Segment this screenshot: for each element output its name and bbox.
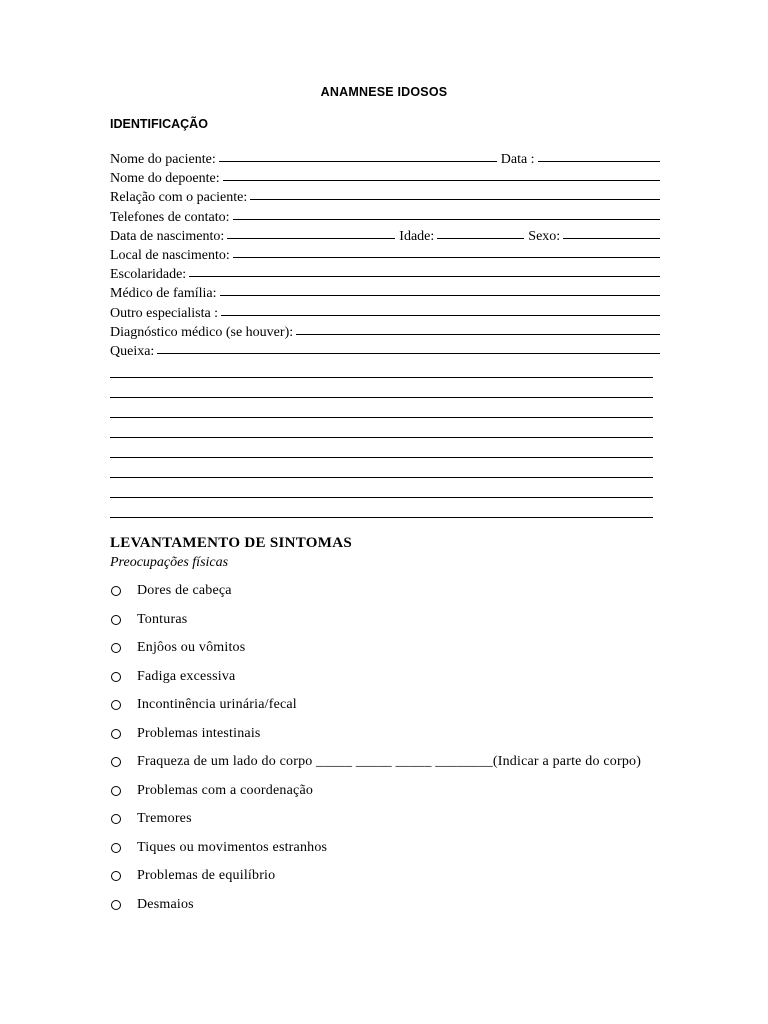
symptom-item (110, 891, 710, 920)
checkbox-circle-icon[interactable] (111, 615, 121, 625)
birth-place-label: Local de nascimento: (110, 247, 230, 263)
symptom-label: Problemas com a coordenação (137, 782, 314, 798)
education-label: Escolaridade: (110, 267, 187, 283)
complaint-line[interactable] (110, 517, 653, 518)
symptom-label: Desmaios (137, 896, 194, 912)
checkbox-circle-icon[interactable] (111, 900, 121, 910)
phones-blank[interactable] (233, 219, 660, 220)
diagnosis-blank[interactable] (296, 334, 660, 335)
complaint-line[interactable] (110, 497, 653, 498)
other-specialist-label: Outro especialista : (110, 305, 219, 321)
complaint-lines (110, 377, 653, 537)
education-blank[interactable] (189, 276, 660, 277)
complaint-label: Queixa: (110, 343, 155, 359)
birth-date-blank[interactable] (227, 238, 395, 239)
complaint-line[interactable] (110, 437, 653, 438)
checkbox-circle-icon[interactable] (111, 586, 121, 596)
symptom-label: Enjôos ou vômitos (137, 640, 246, 656)
sex-label: Sexo: (528, 228, 561, 244)
symptom-item (110, 691, 710, 720)
complaint-line[interactable] (110, 477, 653, 478)
symptom-label: Tiques ou movimentos estranhos (137, 839, 328, 855)
identification-heading: IDENTIFICAÇÃO (110, 117, 208, 131)
symptom-item (110, 777, 710, 806)
field-row-phones (110, 208, 660, 227)
phones-label: Telefones de contato: (110, 209, 230, 225)
checkbox-circle-icon[interactable] (111, 843, 121, 853)
checkbox-circle-icon[interactable] (111, 786, 121, 796)
diagnosis-label: Diagnóstico médico (se houver): (110, 324, 294, 340)
complaint-line[interactable] (110, 377, 653, 378)
symptom-item (110, 720, 710, 749)
symptom-item (110, 862, 710, 891)
field-row-birth-date (110, 227, 660, 246)
document-title: ANAMNESE IDOSOS (320, 85, 448, 99)
symptoms-heading: LEVANTAMENTO DE SINTOMAS (110, 535, 352, 551)
symptom-label: Problemas de equilíbrio (137, 868, 276, 884)
relation-label: Relação com o paciente: (110, 190, 248, 206)
symptom-label: Tonturas (137, 611, 188, 627)
patient-name-label: Nome do paciente: (110, 152, 216, 167)
symptoms-list (110, 577, 710, 919)
birth-date-label: Data de nascimento: (110, 228, 225, 244)
checkbox-circle-icon[interactable] (111, 643, 121, 653)
age-label: Idade: (399, 228, 435, 244)
symptom-item (110, 834, 710, 863)
symptom-item (110, 663, 710, 692)
symptom-item (110, 577, 710, 606)
family-doctor-label: Médico de família: (110, 286, 217, 302)
checkbox-circle-icon[interactable] (111, 814, 121, 824)
complaint-line[interactable] (110, 397, 653, 398)
field-row-family-doctor (110, 284, 660, 303)
family-doctor-blank[interactable] (220, 295, 660, 296)
symptom-item (110, 634, 710, 663)
checkbox-circle-icon[interactable] (111, 700, 121, 710)
field-row-informant-name (110, 169, 660, 188)
complaint-line[interactable] (110, 457, 653, 458)
symptoms-subheading: Preocupações físicas (110, 555, 229, 570)
identification-fields (110, 150, 660, 361)
checkbox-circle-icon[interactable] (111, 871, 121, 881)
other-specialist-blank[interactable] (221, 315, 660, 316)
field-row-diagnosis (110, 323, 660, 342)
checkbox-circle-icon[interactable] (111, 672, 121, 682)
complaint-line[interactable] (110, 417, 653, 418)
age-blank[interactable] (437, 238, 524, 239)
date-blank[interactable] (538, 161, 660, 162)
symptom-item (110, 805, 710, 834)
field-row-complaint (110, 342, 660, 361)
field-row-relation (110, 188, 660, 207)
checkbox-circle-icon[interactable] (111, 729, 121, 739)
symptom-label: Dores de cabeça (137, 583, 232, 599)
symptom-label: Tremores (137, 811, 192, 827)
symptom-label: Fadiga excessiva (137, 668, 236, 684)
birth-place-blank[interactable] (233, 257, 660, 258)
checkbox-circle-icon[interactable] (111, 757, 121, 767)
complaint-blank[interactable] (157, 353, 660, 354)
sex-blank[interactable] (563, 238, 660, 239)
relation-blank[interactable] (250, 199, 660, 200)
field-row-patient-name (110, 150, 660, 169)
symptom-item (110, 748, 710, 777)
symptom-label: Incontinência urinária/fecal (137, 697, 297, 713)
field-row-birth-place (110, 246, 660, 265)
field-row-other-specialist (110, 304, 660, 323)
informant-name-blank[interactable] (223, 180, 660, 181)
symptom-label: Fraqueza de um lado do corpo _____ _____ _____ ________(Indicar a parte do corpo) (137, 754, 642, 770)
field-row-education (110, 265, 660, 284)
symptom-label: Problemas intestinais (137, 725, 261, 741)
informant-name-label: Nome do depoente: (110, 171, 220, 187)
symptom-item (110, 606, 710, 635)
patient-name-blank[interactable] (219, 161, 497, 162)
date-label: Data : (500, 152, 535, 167)
